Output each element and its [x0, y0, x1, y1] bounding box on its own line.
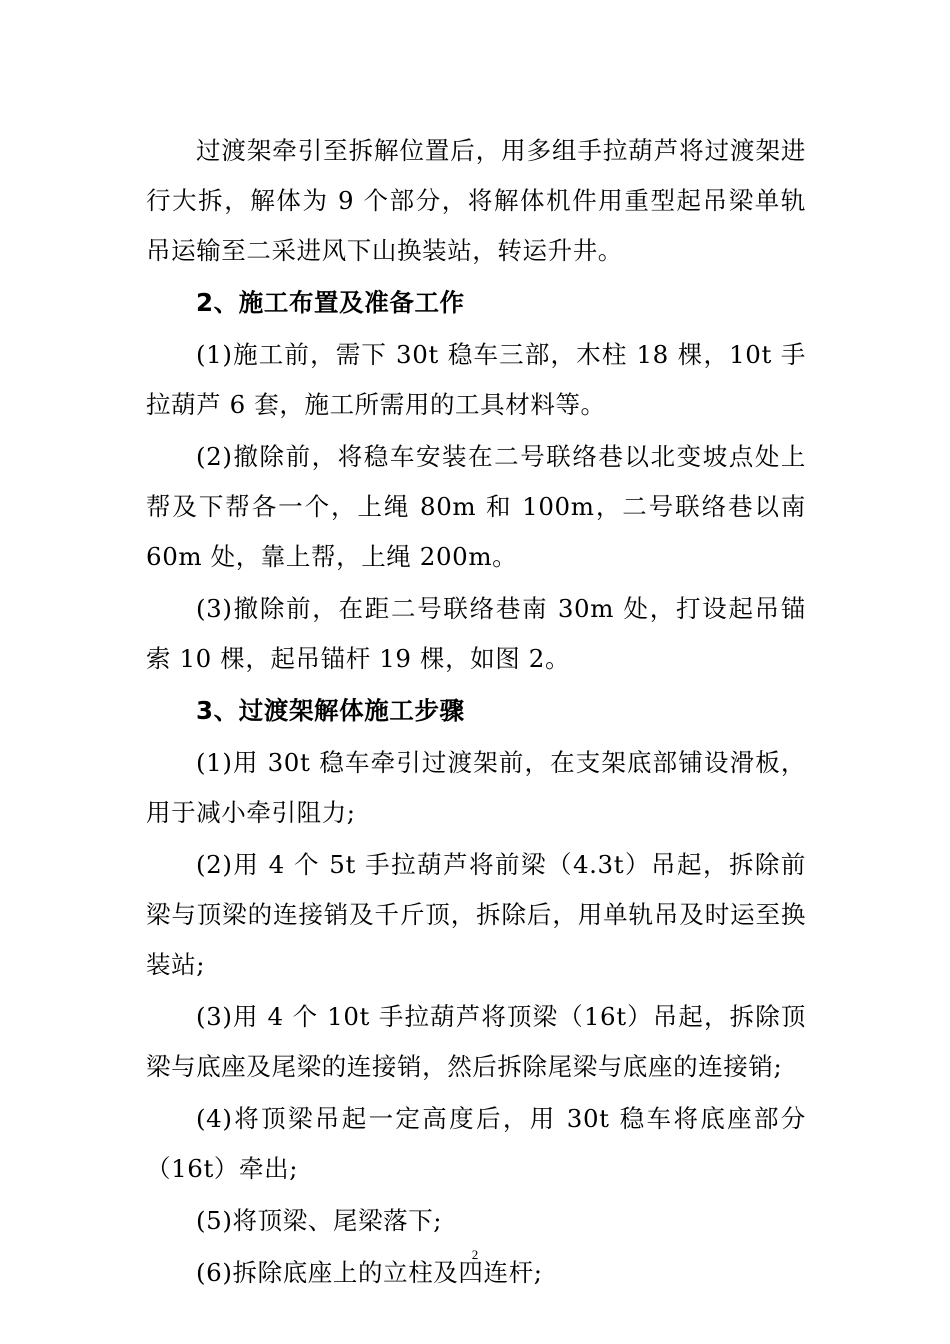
document-body	[146, 126, 806, 1300]
paragraph-step-6: (6)拆除底座上的立柱及四连杆;	[196, 1258, 543, 1287]
paragraph-prep-2: (2)撤除前，将稳车安装在二号联络巷以北变坡点处上帮及下帮各一个，上绳 80m 和 100m，二号联络巷以南 60m 处，靠上帮，上绳 200m。	[146, 442, 806, 571]
paragraph-prep-3: (3)撤除前，在距二号联络巷南 30m 处，打设起吊锚索 10 棵，起吊锚杆 19 棵，如图 2。	[146, 594, 806, 673]
section-heading-3: 3、过渡架解体施工步骤	[196, 696, 465, 725]
paragraph-step-3: (3)用 4 个 10t 手拉葫芦将顶梁（16t）吊起，拆除顶梁与底座及尾梁的连接销，然后拆除尾梁与底座的连接销;	[146, 1002, 806, 1081]
section-heading-2: 2、施工布置及准备工作	[196, 288, 465, 317]
paragraph-step-2: (2)用 4 个 5t 手拉葫芦将前梁（4.3t）吊起，拆除前梁与顶梁的连接销及千斤顶，拆除后，用单轨吊及时运至换装站;	[146, 850, 806, 979]
paragraph-step-1: (1)用 30t 稳车牵引过渡架前，在支架底部铺设滑板，用于减小牵引阻力;	[146, 748, 806, 827]
paragraph-prep-1: (1)施工前，需下 30t 稳车三部，木柱 18 棵，10t 手拉葫芦 6 套，施工所需用的工具材料等。	[146, 340, 806, 419]
page-number: 2	[471, 1247, 479, 1262]
paragraph-step-4: (4)将顶梁吊起一定高度后，用 30t 稳车将底座部分（16t）牵出;	[146, 1104, 806, 1183]
paragraph-dismantle-overview: 过渡架牵引至拆解位置后，用多组手拉葫芦将过渡架进行大拆，解体为 9 个部分，将解体机件用重型起吊梁单轨吊运输至二采进风下山换装站，转运升井。	[146, 136, 806, 265]
paragraph-step-5: (5)将顶梁、尾梁落下;	[196, 1206, 443, 1235]
